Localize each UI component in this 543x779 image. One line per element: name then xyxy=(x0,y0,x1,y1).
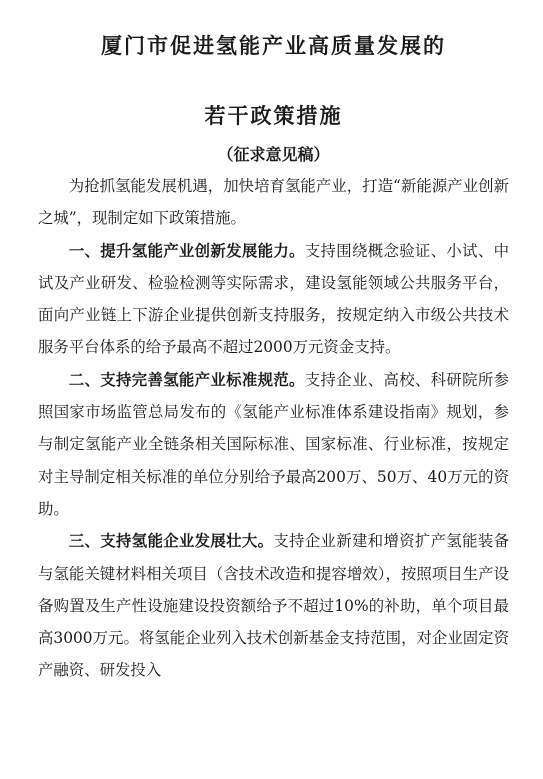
section-2-body: 支持企业、高校、科研院所参照国家市场监管总局发布的《氢能产业标准体系建设指南》规划，参与制定氢能产业全链条相关国际标准、国家标准、行业标准，按规定对主导制定相关标准的单位分别给予最高200万、50万、40万元的资助。 xyxy=(38,370,509,518)
section-1-paragraph xyxy=(38,235,509,364)
section-2-paragraph xyxy=(38,364,509,525)
section-3-heading: 三、支持氢能企业发展壮大。 xyxy=(68,532,274,551)
document-subtitle: （征求意见稿） xyxy=(217,145,330,164)
section-3-paragraph xyxy=(38,525,509,686)
section-3-body: 支持企业新建和增资扩产氢能装备与氢能关键材料相关项目（含技术改造和提容增效），按照项目生产设备购置及生产性设施建设投资额给予不超过10%的补助，单个项目最高3000万元。将氢能企业列入技术创新基金支持范围，对企业固定资产融资、研发投入 xyxy=(38,532,509,680)
document-title-line1: 厦门市促进氢能产业高质量发展的 xyxy=(101,33,446,58)
section-1-heading: 一、提升氢能产业创新发展能力。 xyxy=(68,241,305,260)
document-title-line2: 若干政策措施 xyxy=(204,103,343,128)
intro-paragraph: 为抢抓氢能发展机遇，加快培育氢能产业，打造“新能源产业创新之城”，现制定如下政策措施。 xyxy=(38,177,509,228)
section-2-heading: 二、支持完善氢能产业标准规范。 xyxy=(68,370,305,389)
section-1-body: 支持围绕概念验证、小试、中试及产业研发、检验检测等实际需求，建设氢能领域公共服务平台，面向产业链上下游企业提供创新支持服务，按规定纳入市级公共技术服务平台体系的给予最高不超过2000万元资金支持。 xyxy=(38,241,509,357)
